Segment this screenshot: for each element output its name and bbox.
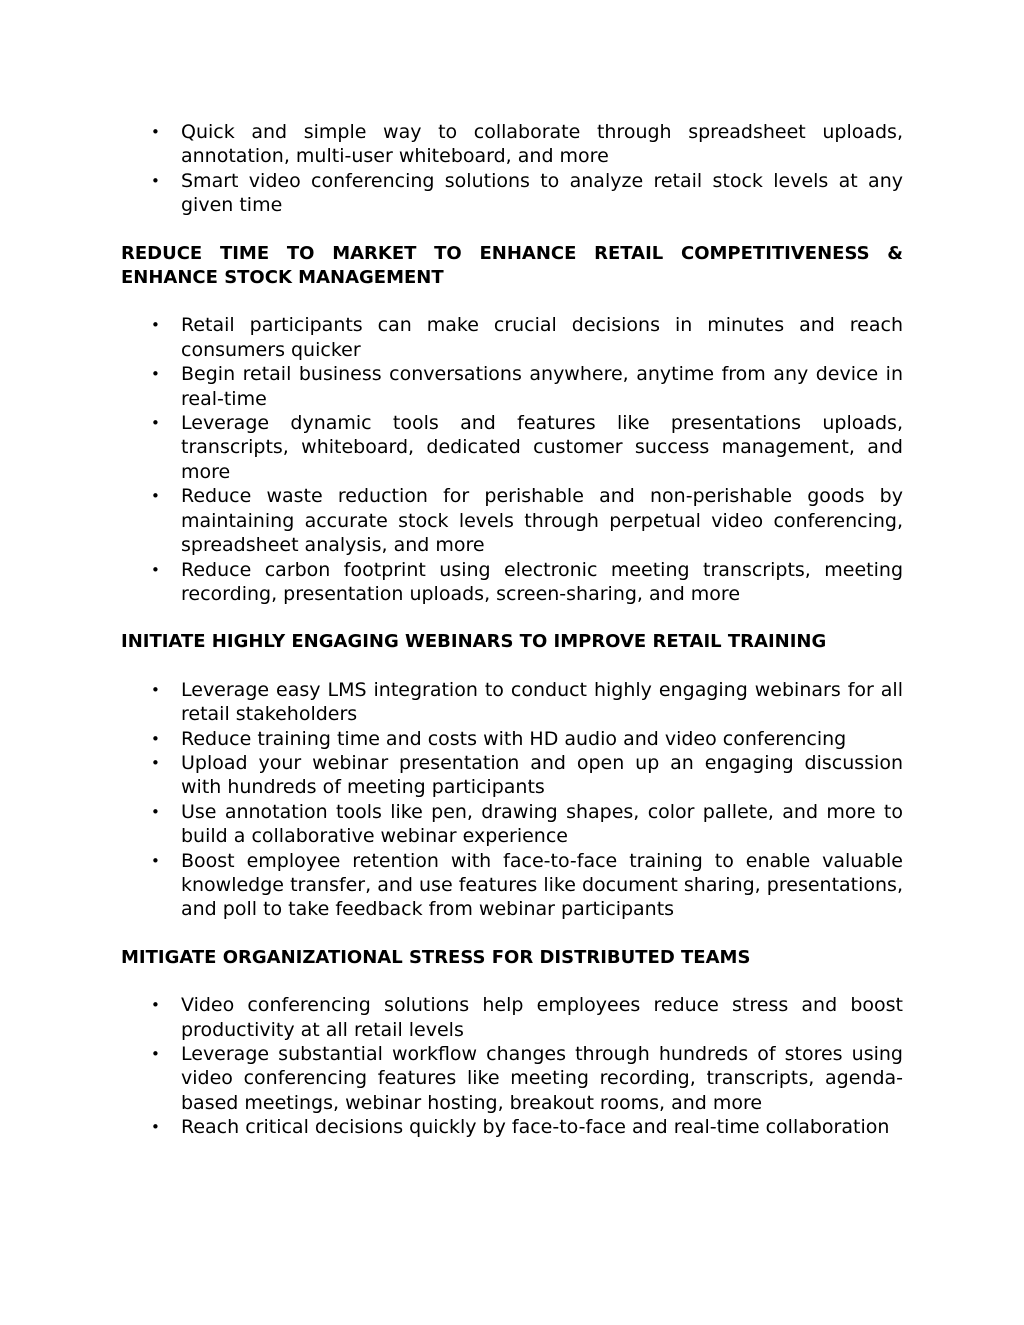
list-item [121,411,903,484]
list-item [121,484,903,557]
list-item [121,800,903,849]
list-item-text: Retail participants can make crucial decisions in minutes and reach consumers quicker [181,314,903,361]
bullet-icon: • [151,1045,160,1063]
bullet-icon: • [151,753,160,772]
list-item-text: Reduce carbon footprint using electronic meeting transcripts, meeting recording, presentation uploads, screen-sharing, and more [181,558,903,605]
list-item [121,727,903,751]
list-item [121,1115,903,1139]
bullet-icon: • [151,171,160,190]
list-item [121,751,903,800]
list-item [121,1042,903,1115]
list-item [121,120,903,169]
bullet-icon: • [151,996,160,1015]
list-item-text: Reach critical decisions quickly by face-to-face and real-time collaboration [181,1116,890,1139]
section-webinars-retail-training [121,630,903,921]
bullet-list [121,678,903,922]
list-item-text: Leverage substantial workflow changes through hundreds of stores using video conferencing features like meeting recording, transcripts, agenda-based meetings, webinar hosting, breakout rooms, and more [181,1043,903,1114]
section-organizational-stress [121,946,903,1140]
bullet-icon: • [151,487,160,506]
bullet-icon: • [151,316,160,335]
bullet-icon: • [151,729,160,748]
section-reduce-time-to-market [121,242,903,607]
list-item-text: Use annotation tools like pen, drawing shapes, color pallete, and more to build a collaborative webinar experience [181,800,903,848]
list-item [121,849,903,922]
bullet-icon: • [151,1118,160,1137]
bullet-icon: • [151,560,160,579]
bullet-list [121,313,903,606]
bullet-icon: • [151,123,160,141]
section-heading: MITIGATE ORGANIZATIONAL STRESS FOR DISTRIBUTED TEAMS [121,946,751,968]
list-item [121,313,903,362]
list-item-text: Leverage dynamic tools and features like presentations uploads, transcripts, whiteboard, dedicated customer success management, and more [181,412,903,483]
list-item-text: Video conferencing solutions help employees reduce stress and boost productivity at all retail levels [181,994,903,1041]
bullet-list [121,993,903,1139]
section-heading: INITIATE HIGHLY ENGAGING WEBINARS TO IMPROVE RETAIL TRAINING [121,631,827,653]
list-item-text: Smart video conferencing solutions to analyze retail stock levels at any given time [181,169,903,217]
list-item-text: Quick and simple way to collaborate through spreadsheet uploads, annotation, multi-user whiteboard, and more [181,121,903,168]
document-page [121,120,903,1140]
bullet-icon: • [151,365,160,384]
bullet-icon: • [151,802,160,821]
list-item [121,169,903,218]
list-item [121,678,903,727]
bullet-icon: • [151,414,160,433]
list-item [121,558,903,607]
intro-bullet-list [121,120,903,218]
list-item-text: Begin retail business conversations anywhere, anytime from any device in real-time [181,363,903,410]
list-item-text: Reduce training time and costs with HD audio and video conferencing [181,727,847,750]
list-item-text: Reduce waste reduction for perishable and non-perishable goods by maintaining accurate stock levels through perpetual video conferencing, spreadsheet analysis, and more [181,485,903,557]
list-item [121,362,903,411]
list-item-text: Boost employee retention with face-to-face training to enable valuable knowledge transfer, and use features like document sharing, presentations, and poll to take feedback from webinar participants [181,849,903,921]
list-item-text: Upload your webinar presentation and open up an engaging discussion with hundreds of meeting participants [181,751,903,799]
section-heading: REDUCE TIME TO MARKET TO ENHANCE RETAIL COMPETITIVENESS & ENHANCE STOCK MANAGEMENT [121,242,903,289]
list-item-text: Leverage easy LMS integration to conduct highly engaging webinars for all retail stakeholders [181,678,903,726]
bullet-icon: • [151,680,160,699]
list-item [121,993,903,1042]
bullet-icon: • [151,851,160,870]
